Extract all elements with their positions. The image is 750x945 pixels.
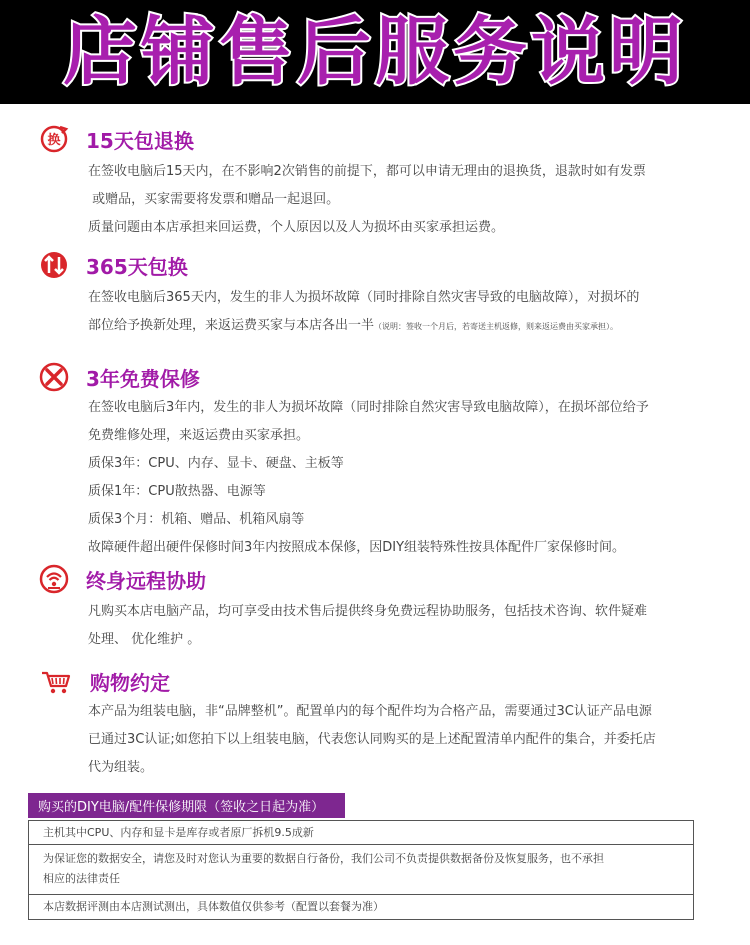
note-line: 为保证您的数据安全，请您及时对您认为重要的数据自行备份，我们公司不负责提供数据备份及恢复服务，也不承担 [43, 852, 604, 865]
text-line: 质保3年：CPU、内存、显卡、硬盘、主板等 [88, 456, 344, 471]
section-title: 365天包换 [86, 254, 188, 279]
section-header [38, 562, 206, 596]
text-line: 在签收电脑后365天内，发生的非人为损坏故障（同时排除自然灾害导致的电脑故障），对损坏的 [88, 290, 640, 305]
note-row: 主机其中CPU、内存和显卡是库存或者原厂拆机9.5成新 [29, 821, 693, 845]
section-text [88, 158, 708, 242]
section-title: 15天包退换 [86, 128, 194, 153]
swap-arrows-icon [38, 249, 70, 281]
svg-text:换: 换 [47, 133, 61, 148]
text-line [88, 312, 708, 341]
text-line: 凡购买本店电脑产品，均可享受由技术售后提供终身免费远程协助服务，包括技术咨询、软件疑难 [88, 604, 648, 619]
section-title: 终身远程协助 [86, 568, 206, 593]
text-small-note: （说明：签收一个月后，若寄送主机返修，则来返运费由买家承担）。 [374, 322, 619, 331]
exchange-icon [38, 123, 70, 155]
section-text [88, 598, 708, 654]
text-line: 质保3个月：机箱、赠品、机箱风扇等 [88, 512, 305, 527]
notes-box [28, 820, 694, 920]
text-line: 在签收电脑后15天内，在不影响2次销售的前提下，都可以申请无理由的退换货，退款时如有发票 [88, 164, 646, 179]
text-line: 免费维修处理，来返运费由买家承担。 [88, 428, 310, 443]
section-header [38, 122, 194, 156]
section-text [88, 284, 708, 341]
section-header [38, 248, 188, 282]
shopping-cart-icon [38, 665, 74, 697]
text-line: 或赠品，买家需要将发票和赠品一起退回。 [88, 192, 340, 207]
section-title: 3年免费保修 [86, 366, 200, 391]
section-header [38, 360, 200, 394]
warranty-period-tag: 购买的DIY电脑/配件保修期限（签收之日起为准） [28, 793, 345, 818]
section-text [88, 394, 708, 562]
header-banner [0, 0, 750, 104]
text-line: 在签收电脑后3年内，发生的非人为损坏故障（同时排除自然灾害导致电脑故障），在损坏部位给予 [88, 400, 649, 415]
note-line: 相应的法律责任 [43, 872, 120, 885]
text-line: 代为组装。 [88, 760, 154, 775]
text-line: 处理、 优化维护 。 [88, 632, 201, 647]
note-row: 本店数据评测由本店测试测出，具体数值仅供参考（配置以套餐为准） [43, 900, 384, 913]
page-title: 店铺售后服务说明 [63, 9, 687, 95]
text-main: 部位给予换新处理，来返运费买家与本店各出一半 [88, 318, 375, 333]
tools-icon [38, 361, 70, 393]
remote-signal-icon [38, 563, 70, 595]
section-text [88, 698, 708, 782]
text-line: 本产品为组装电脑，非“品牌整机”。配置单内的每个配件均为合格产品，需要通过3C认证产品电源 [88, 704, 652, 719]
note-row [29, 845, 693, 895]
text-line: 质保1年：CPU散热器、电源等 [88, 484, 266, 499]
text-line: 质量问题由本店承担来回运费，个人原因以及人为损坏由买家承担运费。 [88, 220, 505, 235]
section-header [38, 664, 170, 698]
section-title: 购物约定 [90, 670, 170, 695]
text-line: 故障硬件超出硬件保修时间3年内按照成本保修，因DIY组装特殊性按具体配件厂家保修时间。 [88, 540, 626, 555]
text-line: 已通过3C认证;如您拍下以上组装电脑，代表您认同购买的是上述配置清单内配件的集合，并委托店 [88, 732, 656, 747]
